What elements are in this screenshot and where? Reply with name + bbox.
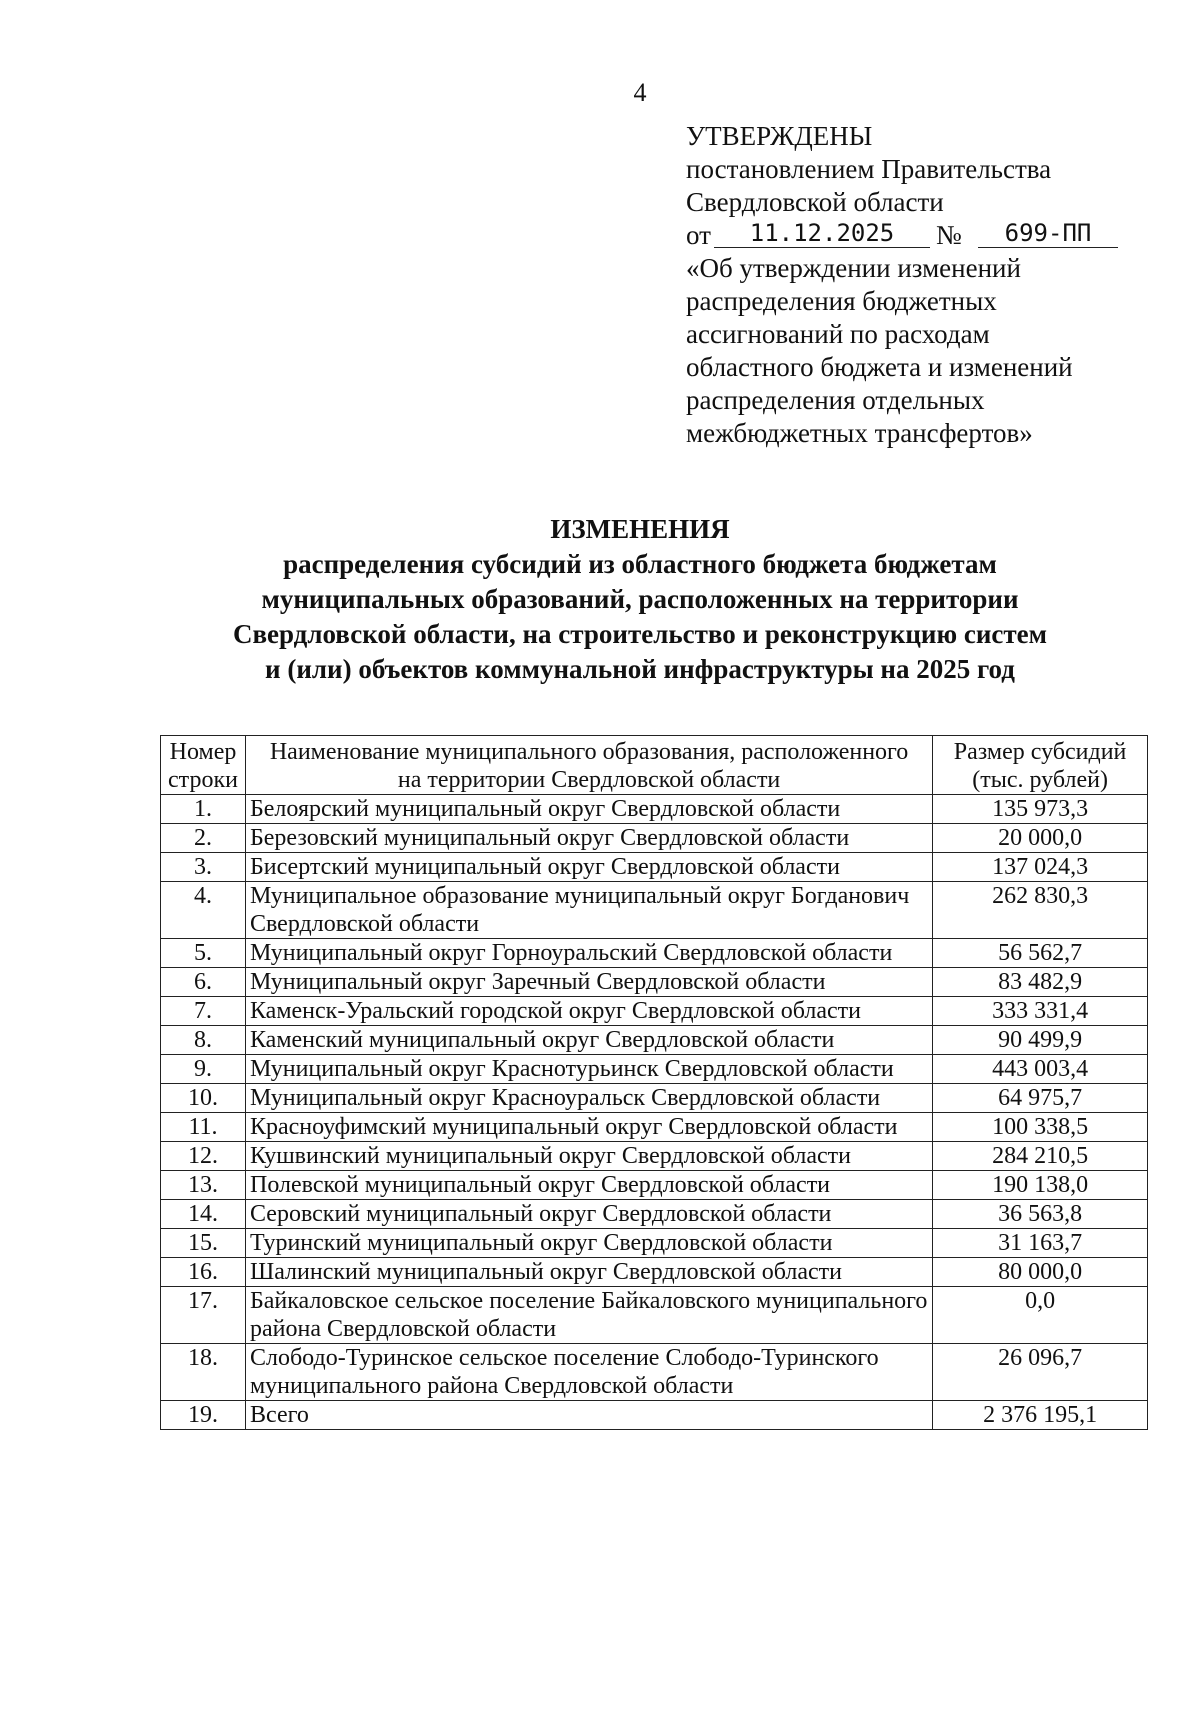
municipality-name-cell: Муниципальный округ Горноуральский Свердловской области	[245, 939, 932, 968]
row-number-cell: 14.	[161, 1200, 246, 1229]
subsidy-amount-cell: 443 003,4	[933, 1055, 1148, 1084]
subsidy-amount-cell: 83 482,9	[933, 968, 1148, 997]
subsidy-amount-cell: 284 210,5	[933, 1142, 1148, 1171]
table-row	[161, 1200, 1148, 1229]
table-row	[161, 939, 1148, 968]
municipality-name-cell: Красноуфимский муниципальный округ Свердловской области	[245, 1113, 932, 1142]
subsidy-amount-cell: 64 975,7	[933, 1084, 1148, 1113]
document-title-line: распределения субсидий из областного бюджета бюджетам	[283, 549, 997, 579]
approval-title-line: межбюджетных трансфертов»	[686, 418, 1033, 448]
approval-title-line: распределения отдельных	[686, 385, 985, 415]
subsidy-amount-cell: 20 000,0	[933, 824, 1148, 853]
document-title-line: Свердловской области, на строительство и реконструкцию систем	[232, 619, 1048, 649]
table-row	[161, 824, 1148, 853]
approval-title-line: «Об утверждении изменений	[686, 253, 1021, 283]
table-row	[161, 1142, 1148, 1171]
subsidy-amount-cell: 26 096,7	[933, 1344, 1148, 1401]
subsidy-amount-cell: 90 499,9	[933, 1026, 1148, 1055]
approval-date: 11.12.2025	[714, 221, 930, 248]
table-row	[161, 1055, 1148, 1084]
table-row	[161, 795, 1148, 824]
municipality-name-cell: Березовский муниципальный округ Свердловской области	[245, 824, 932, 853]
table-row	[161, 1344, 1148, 1401]
table-row	[161, 853, 1148, 882]
document-title-heading: ИЗМЕНЕНИЯ	[550, 514, 730, 544]
municipality-name-cell: Бисертский муниципальный округ Свердловской области	[245, 853, 932, 882]
municipality-name-cell: Муниципальное образование муниципальный округ Богданович Свердловской области	[245, 882, 932, 939]
row-number-cell: 3.	[161, 853, 246, 882]
subsidy-amount-cell: 100 338,5	[933, 1113, 1148, 1142]
table-header-row	[161, 736, 1148, 795]
subsidy-amount-cell: 56 562,7	[933, 939, 1148, 968]
table-row	[161, 882, 1148, 939]
municipality-name-cell: Кушвинский муниципальный округ Свердловской области	[245, 1142, 932, 1171]
subsidy-amount-cell: 135 973,3	[933, 795, 1148, 824]
subsidy-amount-cell: 333 331,4	[933, 997, 1148, 1026]
row-number-cell: 15.	[161, 1229, 246, 1258]
table-row	[161, 1171, 1148, 1200]
table-row	[161, 1229, 1148, 1258]
approval-title-line: ассигнований по расходам	[686, 319, 990, 349]
table-row	[161, 1084, 1148, 1113]
row-number-cell: 8.	[161, 1026, 246, 1055]
municipality-name-cell: Муниципальный округ Красноуральск Свердловской области	[245, 1084, 932, 1113]
municipality-name-cell: Байкаловское сельское поселение Байкаловского муниципального района Свердловской области	[245, 1287, 932, 1344]
row-number-cell: 19.	[161, 1401, 246, 1430]
row-number-cell: 16.	[161, 1258, 246, 1287]
table-row	[161, 1401, 1148, 1430]
approval-date-number-line	[686, 219, 1146, 252]
municipality-name-cell: Полевской муниципальный округ Свердловской области	[245, 1171, 932, 1200]
row-number-cell: 1.	[161, 795, 246, 824]
date-prefix: от	[686, 220, 711, 250]
row-number-cell: 4.	[161, 882, 246, 939]
subsidy-amount-cell: 0,0	[933, 1287, 1148, 1344]
municipality-name-cell: Белоярский муниципальный округ Свердловской области	[245, 795, 932, 824]
header-row-number: Номер строки	[161, 736, 246, 795]
subsidy-amount-cell: 190 138,0	[933, 1171, 1148, 1200]
table-row	[161, 1113, 1148, 1142]
municipality-name-cell: Шалинский муниципальный округ Свердловской области	[245, 1258, 932, 1287]
approval-heading: УТВЕРЖДЕНЫ	[686, 121, 873, 151]
municipality-name-cell: Каменский муниципальный округ Свердловской области	[245, 1026, 932, 1055]
municipality-name-cell: Слободо-Туринское сельское поселение Слободо-Туринского муниципального района Свердловской области	[245, 1344, 932, 1401]
row-number-cell: 2.	[161, 824, 246, 853]
approval-line: постановлением Правительства	[686, 154, 1052, 184]
row-number-cell: 9.	[161, 1055, 246, 1084]
table-row	[161, 997, 1148, 1026]
subsidy-amount-cell: 2 376 195,1	[933, 1401, 1148, 1430]
approval-number: 699-ПП	[978, 221, 1118, 248]
table-row	[161, 1026, 1148, 1055]
subsidy-amount-cell: 36 563,8	[933, 1200, 1148, 1229]
row-number-cell: 10.	[161, 1084, 246, 1113]
page-number: 4	[633, 78, 647, 107]
municipality-name-cell: Всего	[245, 1401, 932, 1430]
municipality-name-cell: Туринский муниципальный округ Свердловской области	[245, 1229, 932, 1258]
municipality-name-cell: Муниципальный округ Заречный Свердловской области	[245, 968, 932, 997]
row-number-cell: 12.	[161, 1142, 246, 1171]
approval-title-line: распределения бюджетных	[686, 286, 997, 316]
approval-title-line: областного бюджета и изменений	[686, 352, 1073, 382]
row-number-cell: 13.	[161, 1171, 246, 1200]
subsidy-amount-cell: 137 024,3	[933, 853, 1148, 882]
header-subsidy-amount: Размер субсидий (тыс. рублей)	[933, 736, 1148, 795]
row-number-cell: 18.	[161, 1344, 246, 1401]
row-number-cell: 7.	[161, 997, 246, 1026]
table-row	[161, 1258, 1148, 1287]
number-prefix: №	[936, 220, 962, 250]
document-title	[120, 512, 1160, 687]
subsidy-amount-cell: 262 830,3	[933, 882, 1148, 939]
approval-block	[686, 120, 1146, 450]
municipality-name-cell: Каменск-Уральский городской округ Свердловской области	[245, 997, 932, 1026]
row-number-cell: 17.	[161, 1287, 246, 1344]
document-title-line: и (или) объектов коммунальной инфраструктуры на 2025 год	[265, 654, 1015, 684]
subsidy-amount-cell: 80 000,0	[933, 1258, 1148, 1287]
table-row	[161, 968, 1148, 997]
approval-line: Свердловской области	[686, 187, 944, 217]
row-number-cell: 6.	[161, 968, 246, 997]
document-title-line: муниципальных образований, расположенных на территории	[261, 584, 1019, 614]
row-number-cell: 5.	[161, 939, 246, 968]
header-municipality-name: Наименование муниципального образования, расположенного на территории Свердловской области	[245, 736, 932, 795]
subsidy-amount-cell: 31 163,7	[933, 1229, 1148, 1258]
row-number-cell: 11.	[161, 1113, 246, 1142]
municipality-name-cell: Муниципальный округ Краснотурьинск Свердловской области	[245, 1055, 932, 1084]
subsidies-table	[160, 735, 1148, 1430]
municipality-name-cell: Серовский муниципальный округ Свердловской области	[245, 1200, 932, 1229]
table-row	[161, 1287, 1148, 1344]
